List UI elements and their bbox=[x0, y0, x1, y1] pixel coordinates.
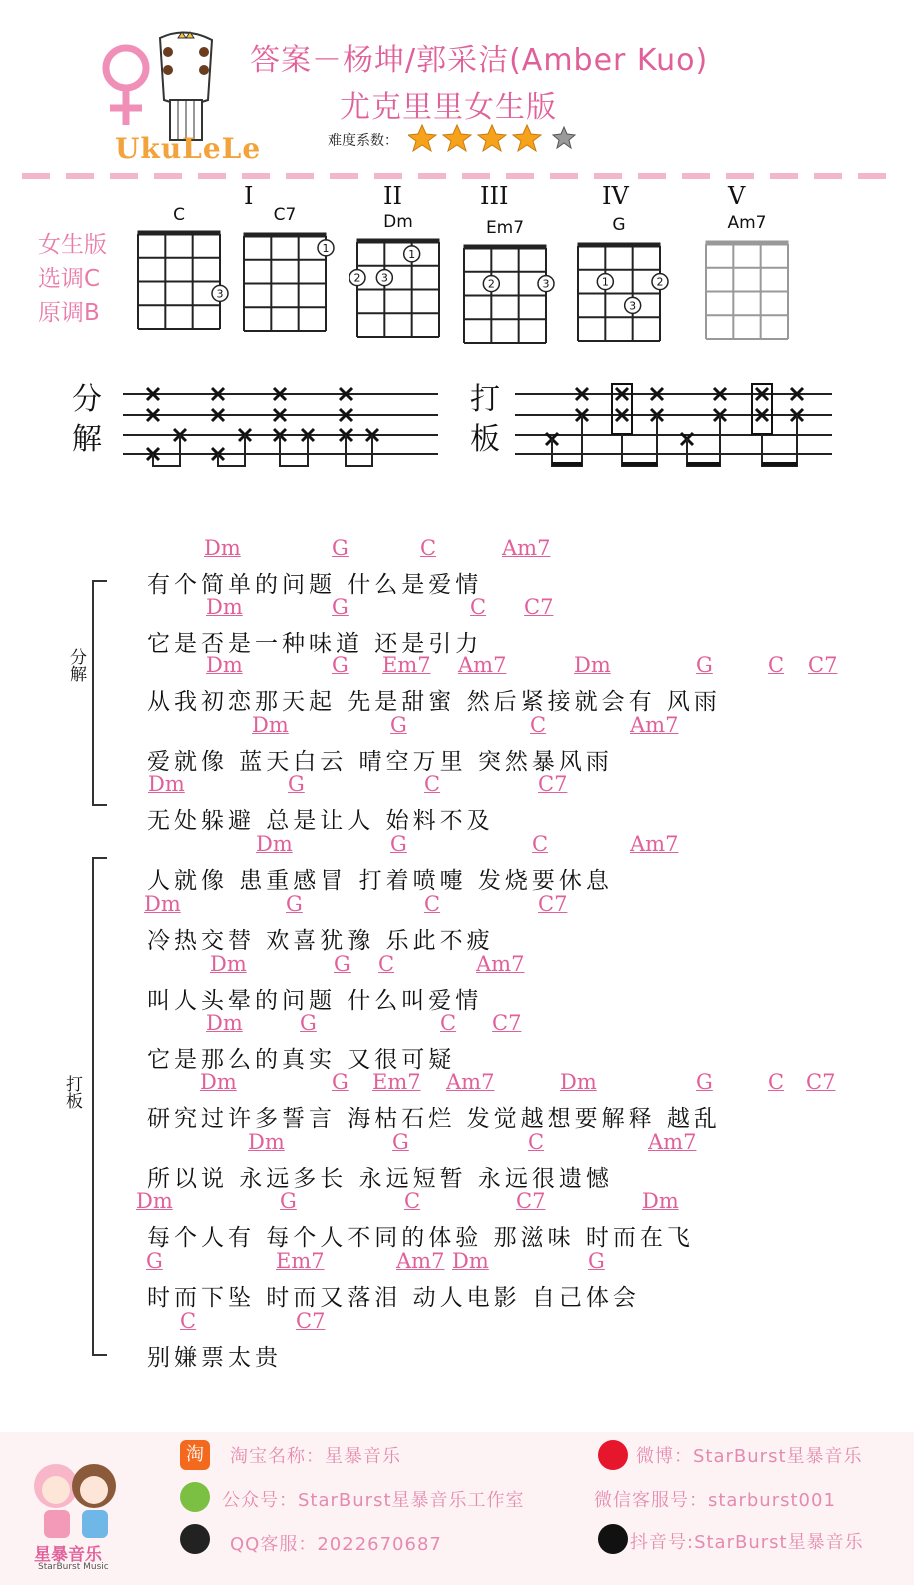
version-label: 女生版 bbox=[38, 232, 107, 258]
chord-label: G bbox=[696, 1070, 713, 1094]
key-info bbox=[38, 228, 107, 330]
chord-label: Am7 bbox=[396, 1249, 445, 1273]
chord-label: G bbox=[286, 892, 303, 916]
lyric-text: 爱就像 蓝天白云 晴空万里 突然暴风雨 bbox=[147, 749, 613, 775]
finger-number: 1 bbox=[408, 247, 416, 261]
lyric-text: 它是否是一种味道 还是引力 bbox=[147, 631, 483, 657]
chord-label: Em7 bbox=[276, 1249, 325, 1273]
strum-pattern bbox=[512, 382, 837, 472]
chord-label: C bbox=[768, 653, 785, 677]
chord-degree-Dm: II bbox=[383, 182, 402, 210]
strum-label: 打 板 bbox=[470, 382, 500, 457]
chord-label: C7 bbox=[516, 1189, 546, 1213]
wechat-icon bbox=[180, 1482, 210, 1512]
taobao-icon: 淘 bbox=[180, 1440, 210, 1470]
chord-label: C bbox=[530, 713, 547, 737]
chord-label: Dm bbox=[204, 536, 241, 560]
finger-number: 2 bbox=[487, 277, 495, 291]
song-subtitle: 尤克里里女生版 bbox=[340, 90, 557, 125]
chord-label: C bbox=[378, 952, 395, 976]
logo-text: UkuLeLe bbox=[115, 132, 262, 165]
finger-number: 1 bbox=[601, 275, 609, 289]
chord-label: Am7 bbox=[648, 1130, 697, 1154]
chord-grid-C bbox=[130, 230, 232, 335]
chord-label: Dm bbox=[206, 1011, 243, 1035]
douyin-icon bbox=[598, 1524, 628, 1554]
chord-label: C bbox=[440, 1011, 457, 1035]
chord-label: C bbox=[528, 1130, 545, 1154]
wechat-service-text: 微信客服号：starburst001 bbox=[594, 1490, 836, 1511]
chord-label: Dm bbox=[206, 653, 243, 677]
chord-name-Em7: Em7 bbox=[485, 218, 525, 238]
chord-degree-Em7: III bbox=[480, 182, 509, 210]
fingerpick-label: 分 解 bbox=[72, 382, 102, 457]
chord-label: Dm bbox=[256, 832, 293, 856]
chord-label: G bbox=[392, 1130, 409, 1154]
chord-label: Am7 bbox=[476, 952, 525, 976]
chord-label: G bbox=[390, 832, 407, 856]
chord-label: Dm bbox=[574, 653, 611, 677]
chord-grid-C7 bbox=[236, 232, 338, 337]
chord-grid-Dm bbox=[349, 238, 451, 343]
song-title: 答案－杨坤/郭采洁(Amber Kuo) bbox=[250, 43, 709, 78]
chord-label: Dm bbox=[136, 1189, 173, 1213]
chord-label: G bbox=[334, 952, 351, 976]
lyric-text: 叫人头晕的问题 什么叫爱情 bbox=[147, 988, 483, 1014]
section-fingerpick: 分解 bbox=[66, 648, 86, 682]
chord-name-Am7: Am7 bbox=[727, 213, 767, 233]
chord-label: G bbox=[332, 595, 349, 619]
chord-label: C bbox=[404, 1189, 421, 1213]
chord-name-C7: C7 bbox=[273, 205, 297, 225]
chord-label: Am7 bbox=[502, 536, 551, 560]
chord-label: Dm bbox=[248, 1130, 285, 1154]
chord-label: C bbox=[424, 772, 441, 796]
lyric-text: 它是那么的真实 又很可疑 bbox=[147, 1047, 456, 1073]
finger-number: 2 bbox=[353, 271, 361, 285]
chord-label: Am7 bbox=[458, 653, 507, 677]
chord-label: Dm bbox=[560, 1070, 597, 1094]
qq-text: QQ客服：2022670687 bbox=[230, 1534, 442, 1555]
lyric-text: 有个简单的问题 什么是爱情 bbox=[147, 572, 483, 598]
chord-label: G bbox=[332, 1070, 349, 1094]
chord-label: G bbox=[288, 772, 305, 796]
chord-label: G bbox=[588, 1249, 605, 1273]
chord-label: C7 bbox=[806, 1070, 836, 1094]
brand-name-en: StarBurst Music bbox=[38, 1562, 109, 1572]
chord-degree-G: IV bbox=[602, 182, 629, 210]
fingerpick-pattern bbox=[118, 382, 448, 472]
chord-label: G bbox=[146, 1249, 163, 1273]
lyric-text: 研究过许多誓言 海枯石烂 发觉越想要解释 越乱 bbox=[147, 1106, 721, 1132]
chord-label: Em7 bbox=[372, 1070, 421, 1094]
chord-label: C bbox=[768, 1070, 785, 1094]
chord-label: C bbox=[180, 1309, 197, 1333]
selected-key: 选调C bbox=[38, 266, 101, 292]
difficulty-label: 难度系数： bbox=[328, 133, 398, 149]
finger-number: 3 bbox=[380, 271, 388, 285]
lyric-text: 别嫌票太贵 bbox=[147, 1345, 282, 1371]
chord-label: C7 bbox=[538, 772, 568, 796]
chord-label: C7 bbox=[492, 1011, 522, 1035]
chord-name-Dm: Dm bbox=[383, 212, 413, 232]
chord-label: Dm bbox=[452, 1249, 489, 1273]
finger-number: 2 bbox=[656, 275, 664, 289]
chord-label: C7 bbox=[808, 653, 838, 677]
section-strum: 打板 bbox=[62, 1075, 82, 1109]
chord-label: Dm bbox=[200, 1070, 237, 1094]
chord-grid-Am7 bbox=[698, 240, 800, 345]
chord-grid-G bbox=[570, 242, 672, 347]
chord-degree-C7: I bbox=[244, 182, 254, 210]
divider bbox=[22, 173, 892, 179]
lyric-text: 所以说 永远多长 永远短暂 永远很遗憾 bbox=[147, 1166, 613, 1192]
chord-label: G bbox=[332, 653, 349, 677]
chord-label: C7 bbox=[538, 892, 568, 916]
chord-label: C bbox=[420, 536, 437, 560]
chord-label: G bbox=[280, 1189, 297, 1213]
lyric-text: 从我初恋那天起 先是甜蜜 然后紧接就会有 风雨 bbox=[147, 689, 721, 715]
chord-label: G bbox=[390, 713, 407, 737]
douyin-text: 抖音号:StarBurst星暴音乐 bbox=[630, 1532, 864, 1553]
chord-label: G bbox=[300, 1011, 317, 1035]
chord-label: Dm bbox=[148, 772, 185, 796]
chord-label: Am7 bbox=[446, 1070, 495, 1094]
chord-label: Am7 bbox=[630, 713, 679, 737]
chord-label: Dm bbox=[206, 595, 243, 619]
star-rating-icon bbox=[408, 122, 583, 156]
chord-label: G bbox=[332, 536, 349, 560]
chord-label: C bbox=[532, 832, 549, 856]
chord-label: C bbox=[470, 595, 487, 619]
chord-label: Dm bbox=[252, 713, 289, 737]
difficulty-stars bbox=[408, 122, 583, 160]
original-key: 原调B bbox=[38, 300, 100, 326]
chord-label: G bbox=[696, 653, 713, 677]
finger-number: 3 bbox=[629, 299, 637, 313]
chord-degree-Am7: V bbox=[728, 182, 746, 210]
lyric-text: 人就像 患重感冒 打着喷嚏 发烧要休息 bbox=[147, 868, 613, 894]
chord-label: Dm bbox=[210, 952, 247, 976]
chord-label: Em7 bbox=[382, 653, 431, 677]
wechat-public-text: 公众号：StarBurst星暴音乐工作室 bbox=[222, 1490, 525, 1511]
lyric-text: 每个人有 每个人不同的体验 那滋味 时而在飞 bbox=[147, 1225, 694, 1251]
weibo-icon bbox=[598, 1440, 628, 1470]
lyric-text: 冷热交替 欢喜犹豫 乐此不疲 bbox=[147, 928, 494, 954]
section-brackets bbox=[85, 575, 115, 1375]
chord-label: C7 bbox=[296, 1309, 326, 1333]
chord-label: Dm bbox=[144, 892, 181, 916]
chord-name-G: G bbox=[612, 215, 626, 235]
taobao-text: 淘宝名称：星暴音乐 bbox=[230, 1446, 401, 1467]
finger-number: 3 bbox=[542, 277, 550, 291]
chord-label: Dm bbox=[642, 1189, 679, 1213]
chord-grid-Em7 bbox=[456, 244, 558, 349]
finger-number: 3 bbox=[216, 287, 224, 301]
lyric-text: 时而下坠 时而又落泪 动人电影 自己体会 bbox=[147, 1285, 640, 1311]
chord-label: C bbox=[424, 892, 441, 916]
footer bbox=[0, 1432, 914, 1585]
finger-number: 1 bbox=[322, 241, 330, 255]
chord-name-C: C bbox=[173, 205, 185, 225]
brand-name: 星暴音乐 bbox=[34, 1545, 102, 1565]
chord-label: Am7 bbox=[630, 832, 679, 856]
qq-icon bbox=[180, 1524, 210, 1554]
weibo-text: 微博：StarBurst星暴音乐 bbox=[636, 1446, 863, 1467]
lyric-text: 无处躲避 总是让人 始料不及 bbox=[147, 808, 494, 834]
chord-label: C7 bbox=[524, 595, 554, 619]
